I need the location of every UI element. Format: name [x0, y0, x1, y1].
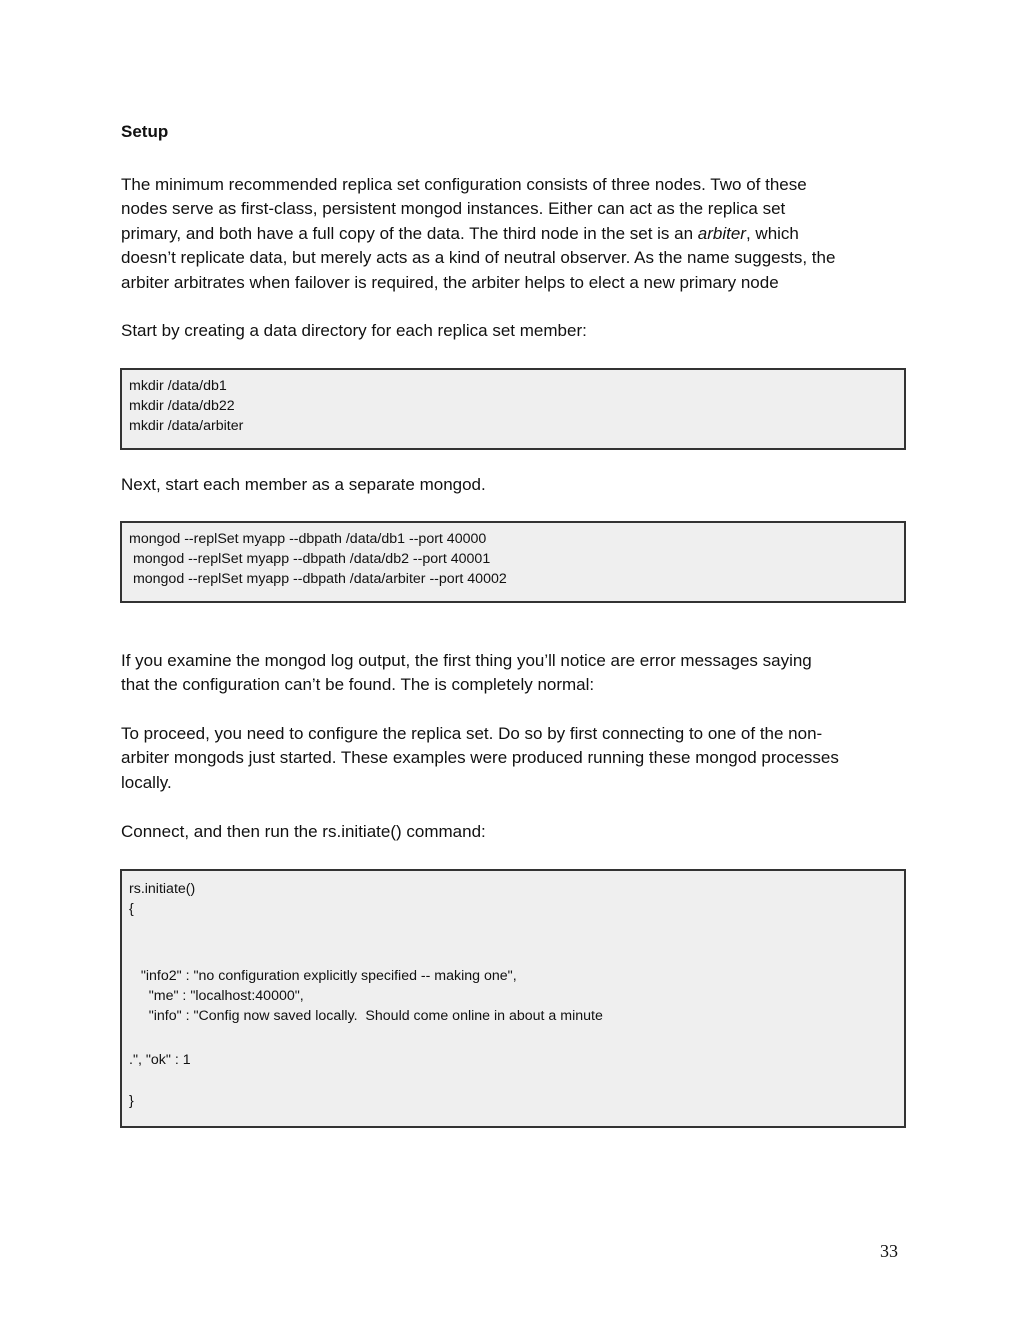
intro-line-3-tail: , which [745, 223, 799, 243]
log-output-paragraph [121, 649, 911, 698]
intro-line-3 [121, 222, 911, 246]
code-line: mkdir /data/arbiter [129, 418, 244, 434]
configure-line-1: To proceed, you need to configure the replica set. Do so by first connecting to one of the non- [121, 724, 823, 743]
code-line: "info" : "Config now saved locally. Should come online in about a minute [129, 1008, 603, 1024]
intro-line-3-text: primary, and both have a full copy of the data. The third node in the set is an [121, 223, 698, 243]
code-line: } [129, 1093, 134, 1109]
code-line: .", "ok" : 1 [129, 1052, 191, 1068]
mkdir-code-block [120, 368, 906, 450]
intro-line-5: arbiter arbitrates when failover is required, the arbiter helps to elect a new primary node [121, 272, 779, 292]
code-line: mongod --replSet myapp --dbpath /data/arbiter --port 40002 [129, 571, 507, 587]
section-heading: Setup [121, 122, 169, 141]
code-line: mkdir /data/db1 [129, 378, 227, 394]
code-line: "me" : "localhost:40000", [129, 988, 304, 1004]
initiate-paragraph: Connect, and then run the rs.initiate() command: [121, 822, 486, 841]
arbiter-emphasis: arbiter [697, 223, 746, 243]
code-line: mkdir /data/db22 [129, 398, 235, 414]
code-line: { [129, 901, 134, 917]
log-line-2: that the configuration can’t be found. The is completely normal: [121, 675, 595, 695]
data-directory-paragraph: Start by creating a data directory for each replica set member: [121, 321, 587, 340]
code-line: "info2" : "no configuration explicitly specified -- making one", [129, 968, 517, 984]
page-number: 33 [880, 1241, 898, 1261]
code-line: rs.initiate() [129, 881, 196, 897]
configure-line-3: locally. [121, 772, 172, 792]
configure-line-2: arbiter mongods just started. These examples were produced running these mongod processes [121, 748, 839, 768]
intro-line-1: The minimum recommended replica set configuration consists of three nodes. Two of these [121, 175, 807, 194]
initiate-code-block [120, 869, 906, 1128]
mongod-code-block [120, 521, 906, 603]
intro-line-2: nodes serve as first-class, persistent mongod instances. Either can act as the replica set [121, 199, 786, 219]
log-line-1: If you examine the mongod log output, the first thing you’ll notice are error messages saying [121, 651, 812, 670]
intro-paragraph [121, 173, 911, 295]
code-line: mongod --replSet myapp --dbpath /data/db1 --port 40000 [129, 531, 487, 547]
code-line: mongod --replSet myapp --dbpath /data/db2 --port 40001 [129, 551, 491, 567]
intro-line-4: doesn’t replicate data, but merely acts as a kind of neutral observer. As the name suggests, the [121, 248, 836, 268]
start-members-paragraph: Next, start each member as a separate mongod. [121, 475, 486, 494]
configure-paragraph [121, 722, 911, 795]
